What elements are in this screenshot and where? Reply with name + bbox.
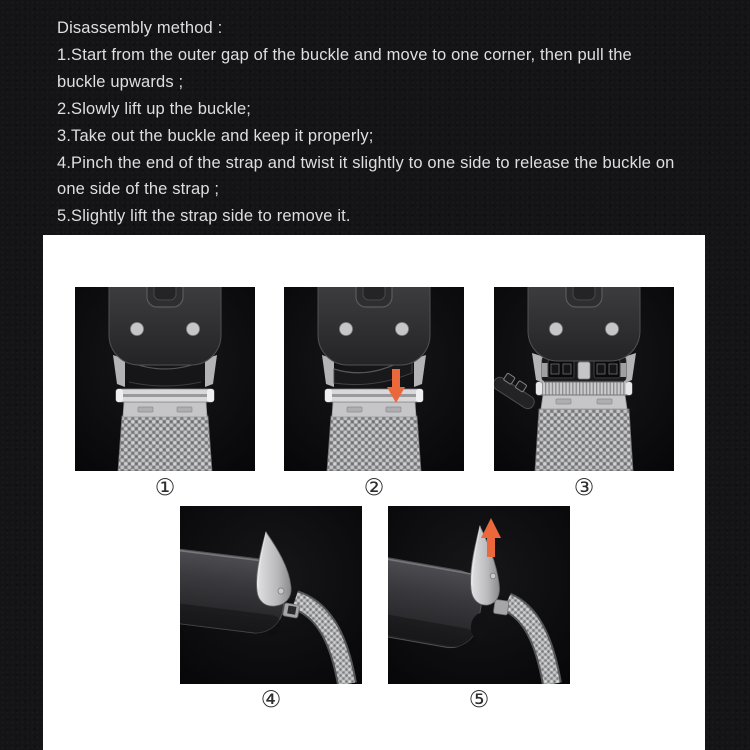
clasp-pin bbox=[278, 588, 284, 594]
screw-left bbox=[340, 323, 353, 336]
watch-body bbox=[528, 287, 640, 361]
clasp-bar bbox=[325, 389, 423, 402]
instruction-step-3: 3.Take out the buckle and keep it properly; bbox=[57, 126, 374, 145]
figure-step-1-buckle-closed bbox=[75, 287, 255, 471]
mesh-band bbox=[535, 409, 633, 471]
step-label-4: ④ bbox=[260, 687, 282, 713]
figure-step-3-buckle-removed bbox=[494, 287, 674, 471]
clasp-bar-ribbed bbox=[536, 382, 632, 395]
instruction-step-5: 5.Slightly lift the strap side to remove it. bbox=[57, 207, 351, 226]
steps-panel bbox=[43, 235, 705, 750]
instruction-step-1-line-1: 1.Start from the outer gap of the buckle and move to one corner, then pull the bbox=[57, 45, 632, 64]
figure-step-4-twist-clasp bbox=[180, 506, 362, 684]
mesh-band bbox=[118, 416, 212, 471]
screw-right bbox=[396, 323, 409, 336]
watch-body bbox=[318, 287, 430, 365]
clasp-pin bbox=[490, 573, 496, 579]
clasp-bar bbox=[116, 389, 214, 402]
instruction-step-4-line-2: one side of the strap ; bbox=[57, 180, 220, 199]
step-label-2: ② bbox=[363, 475, 385, 501]
figure-step-5-lift-strap bbox=[388, 506, 570, 684]
watch-body bbox=[109, 287, 221, 365]
step-label-3: ③ bbox=[573, 475, 595, 501]
band-plate bbox=[332, 402, 416, 417]
screw-right bbox=[606, 323, 619, 336]
screw-left bbox=[131, 323, 144, 336]
mesh-band bbox=[327, 416, 421, 471]
step-label-1: ① bbox=[154, 475, 176, 501]
figure-step-2-buckle-lifted bbox=[284, 287, 464, 471]
screw-right bbox=[187, 323, 200, 336]
instruction-step-4-line-1: 4.Pinch the end of the strap and twist it slightly to one side to release the buckle on bbox=[57, 153, 675, 172]
instruction-step-2: 2.Slowly lift up the buckle; bbox=[57, 99, 252, 118]
step-label-5: ⑤ bbox=[468, 687, 490, 713]
instructions-title: Disassembly method : bbox=[57, 19, 223, 37]
screw-left bbox=[550, 323, 563, 336]
disassembly-instructions bbox=[57, 15, 702, 230]
band-plate bbox=[541, 395, 627, 409]
instruction-step-1-line-2: buckle upwards ; bbox=[57, 72, 184, 91]
band-plate bbox=[123, 402, 207, 417]
